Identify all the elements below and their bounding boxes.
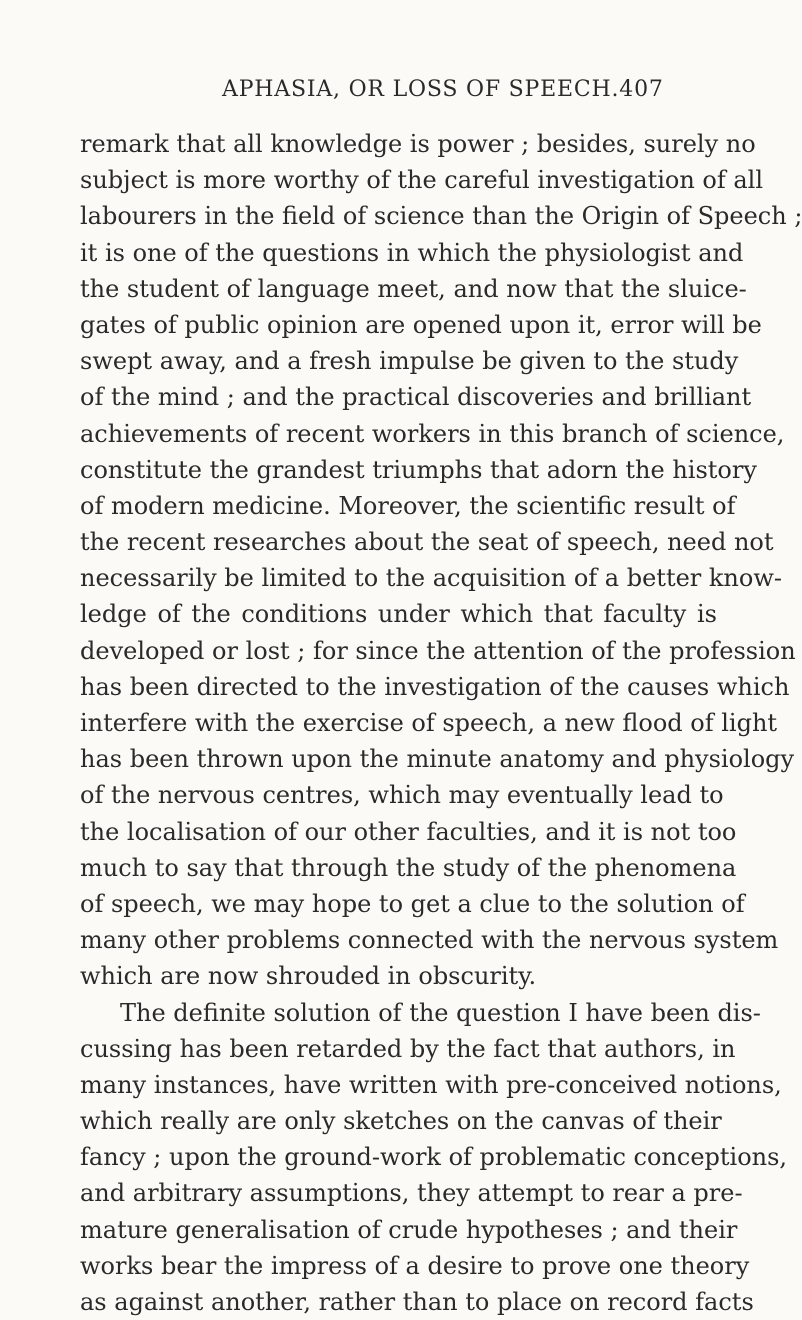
text-line: constitute the grandest triumphs that adorn the history xyxy=(80,455,757,484)
page-header xyxy=(222,74,664,104)
text-line: achievements of recent workers in this branch of science, xyxy=(80,419,785,448)
text-line: of modern medicine. Moreover, the scientific result of xyxy=(80,491,736,520)
text-line: developed or lost ; for since the attention of the profession xyxy=(80,636,796,665)
text-line: cussing has been retarded by the fact that authors, in xyxy=(80,1034,736,1063)
text-line: ledge of the conditions under which that faculty is xyxy=(80,600,717,629)
text-line: the localisation of our other faculties, and it is not too xyxy=(80,817,737,846)
text-line: the student of language meet, and now that the sluice- xyxy=(80,274,747,303)
text-line: remark that all knowledge is power ; besides, surely no xyxy=(80,130,756,158)
text-line: as against another, rather than to place on record facts xyxy=(80,1288,754,1316)
text-line: gates of public opinion are opened upon it, error will be xyxy=(80,310,762,339)
running-head: APHASIA, OR LOSS OF SPEECH. xyxy=(222,76,620,102)
text-line: much to say that through the study of the phenomena xyxy=(80,853,737,882)
text-line: labourers in the field of science than the Origin of Speech ; xyxy=(80,202,802,231)
text-line: interfere with the exercise of speech, a new flood of light xyxy=(80,709,778,737)
text-line: swept away, and a fresh impulse be given to the study xyxy=(80,347,739,376)
text-line: and arbitrary assumptions, they attempt to rear a pre- xyxy=(80,1179,743,1208)
text-line: subject is more worthy of the careful investigation of all xyxy=(80,166,764,195)
text-line: of speech, we may hope to get a clue to the solution of xyxy=(80,889,745,918)
page-number: 407 xyxy=(619,76,664,102)
text-line: mature generalisation of crude hypotheses ; and their xyxy=(80,1215,738,1244)
text-line: necessarily be limited to the acquisition of a better know- xyxy=(80,564,782,593)
paragraph-end-line: which are now shrouded in obscurity. xyxy=(80,962,537,991)
text-line: has been directed to the investigation of the causes which xyxy=(80,672,790,701)
text-line: which really are only sketches on the canvas of their xyxy=(80,1107,722,1136)
text-line: fancy ; upon the ground-work of problematic conceptions, xyxy=(80,1143,788,1172)
text-line: many other problems connected with the nervous system xyxy=(80,926,779,955)
text-line: the recent researches about the seat of speech, need not xyxy=(80,528,774,557)
text-line: many instances, have written with pre-conceived notions, xyxy=(80,1070,782,1099)
text-line: it is one of the questions in which the physiologist and xyxy=(80,238,744,267)
paragraph-start-line: The definite solution of the question I have been dis- xyxy=(120,998,761,1027)
text-line: of the mind ; and the practical discoveries and brilliant xyxy=(80,383,752,412)
text-line: works bear the impress of a desire to prove one theory xyxy=(80,1251,750,1280)
text-line: of the nervous centres, which may eventually lead to xyxy=(80,781,724,810)
body-text xyxy=(80,126,802,1320)
text-line: has been thrown upon the minute anatomy and physiology xyxy=(80,745,795,774)
